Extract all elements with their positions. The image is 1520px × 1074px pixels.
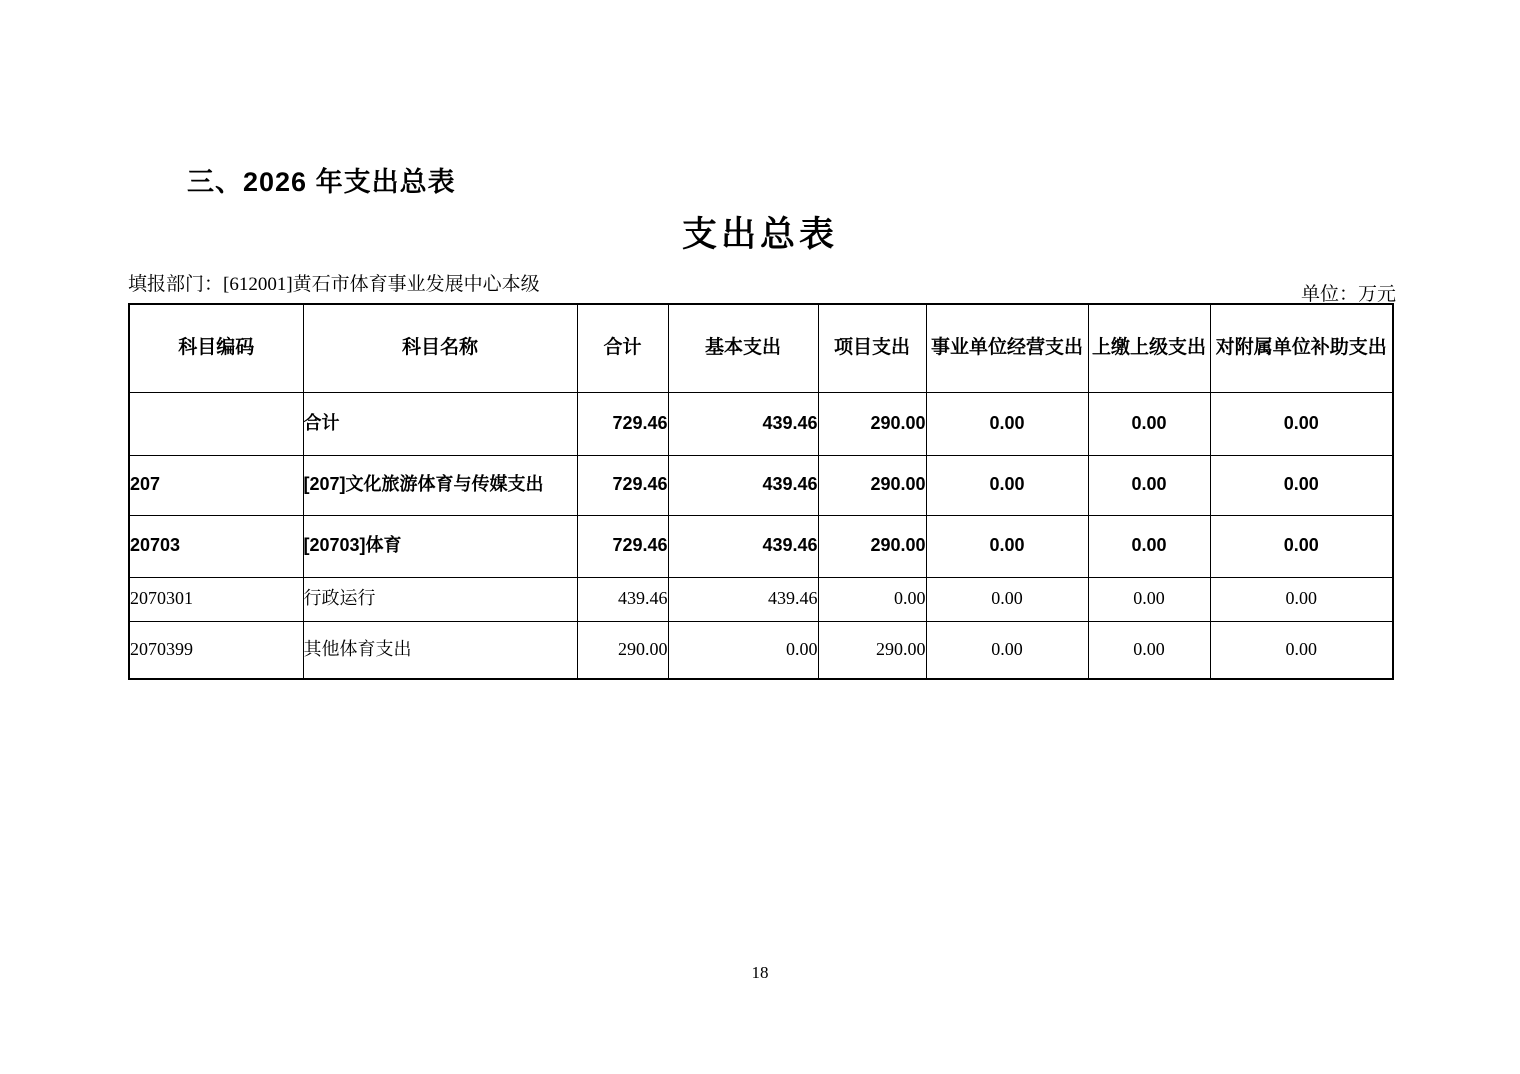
value-cell-operating: 0.00 bbox=[926, 577, 1088, 621]
table-header-row bbox=[129, 304, 1393, 392]
table-row-total bbox=[129, 392, 1393, 455]
code-cell bbox=[129, 392, 303, 455]
value-cell-subsidy: 0.00 bbox=[1210, 392, 1393, 455]
reporting-department-label: 填报部门：[612001]黄石市体育事业发展中心本级 bbox=[128, 274, 540, 295]
value-cell-basic: 439.46 bbox=[668, 515, 818, 577]
value-cell-upward: 0.00 bbox=[1088, 392, 1210, 455]
value-cell-project: 0.00 bbox=[818, 577, 926, 621]
value-cell-total: 290.00 bbox=[577, 621, 668, 679]
table-row-2070301 bbox=[129, 577, 1393, 621]
value-cell-project: 290.00 bbox=[818, 392, 926, 455]
value-cell-operating: 0.00 bbox=[926, 515, 1088, 577]
value-cell-upward: 0.00 bbox=[1088, 577, 1210, 621]
value-cell-project: 290.00 bbox=[818, 455, 926, 515]
value-cell-total: 439.46 bbox=[577, 577, 668, 621]
value-cell-subsidy: 0.00 bbox=[1210, 621, 1393, 679]
value-cell-basic: 0.00 bbox=[668, 621, 818, 679]
table-row-2070399 bbox=[129, 621, 1393, 679]
code-cell: 207 bbox=[129, 455, 303, 515]
name-cell: [207]文化旅游体育与传媒支出 bbox=[303, 455, 577, 515]
value-cell-total: 729.46 bbox=[577, 515, 668, 577]
value-cell-basic: 439.46 bbox=[668, 455, 818, 515]
value-cell-upward: 0.00 bbox=[1088, 621, 1210, 679]
name-cell: 其他体育支出 bbox=[303, 621, 577, 679]
column-header-operating-expenditure: 事业单位经营支出 bbox=[926, 304, 1088, 392]
page-number: 18 bbox=[751, 963, 769, 982]
unit-label: 单位：万元 bbox=[1300, 284, 1396, 305]
value-cell-operating: 0.00 bbox=[926, 621, 1088, 679]
value-cell-subsidy: 0.00 bbox=[1210, 455, 1393, 515]
value-cell-upward: 0.00 bbox=[1088, 455, 1210, 515]
column-header-upward-remittance: 上缴上级支出 bbox=[1088, 304, 1210, 392]
value-cell-subsidy: 0.00 bbox=[1210, 515, 1393, 577]
value-cell-basic: 439.46 bbox=[668, 392, 818, 455]
page-title: 支出总表 bbox=[681, 215, 838, 254]
code-cell: 2070399 bbox=[129, 621, 303, 679]
value-cell-upward: 0.00 bbox=[1088, 515, 1210, 577]
name-cell: [20703]体育 bbox=[303, 515, 577, 577]
code-cell: 2070301 bbox=[129, 577, 303, 621]
table-row-207 bbox=[129, 455, 1393, 515]
column-header-basic-expenditure: 基本支出 bbox=[668, 304, 818, 392]
name-cell: 行政运行 bbox=[303, 577, 577, 621]
expenditure-table bbox=[128, 303, 1394, 680]
column-header-subject-code: 科目编码 bbox=[129, 304, 303, 392]
value-cell-total: 729.46 bbox=[577, 392, 668, 455]
value-cell-total: 729.46 bbox=[577, 455, 668, 515]
section-heading: 三、2026 年支出总表 bbox=[187, 167, 456, 197]
column-header-subject-name: 科目名称 bbox=[303, 304, 577, 392]
column-header-total: 合计 bbox=[577, 304, 668, 392]
code-cell: 20703 bbox=[129, 515, 303, 577]
name-cell: 合计 bbox=[303, 392, 577, 455]
value-cell-operating: 0.00 bbox=[926, 455, 1088, 515]
column-header-subsidy-to-affiliates: 对附属单位补助支出 bbox=[1210, 304, 1393, 392]
table-row-20703 bbox=[129, 515, 1393, 577]
value-cell-project: 290.00 bbox=[818, 515, 926, 577]
column-header-project-expenditure: 项目支出 bbox=[818, 304, 926, 392]
value-cell-subsidy: 0.00 bbox=[1210, 577, 1393, 621]
value-cell-project: 290.00 bbox=[818, 621, 926, 679]
value-cell-basic: 439.46 bbox=[668, 577, 818, 621]
value-cell-operating: 0.00 bbox=[926, 392, 1088, 455]
